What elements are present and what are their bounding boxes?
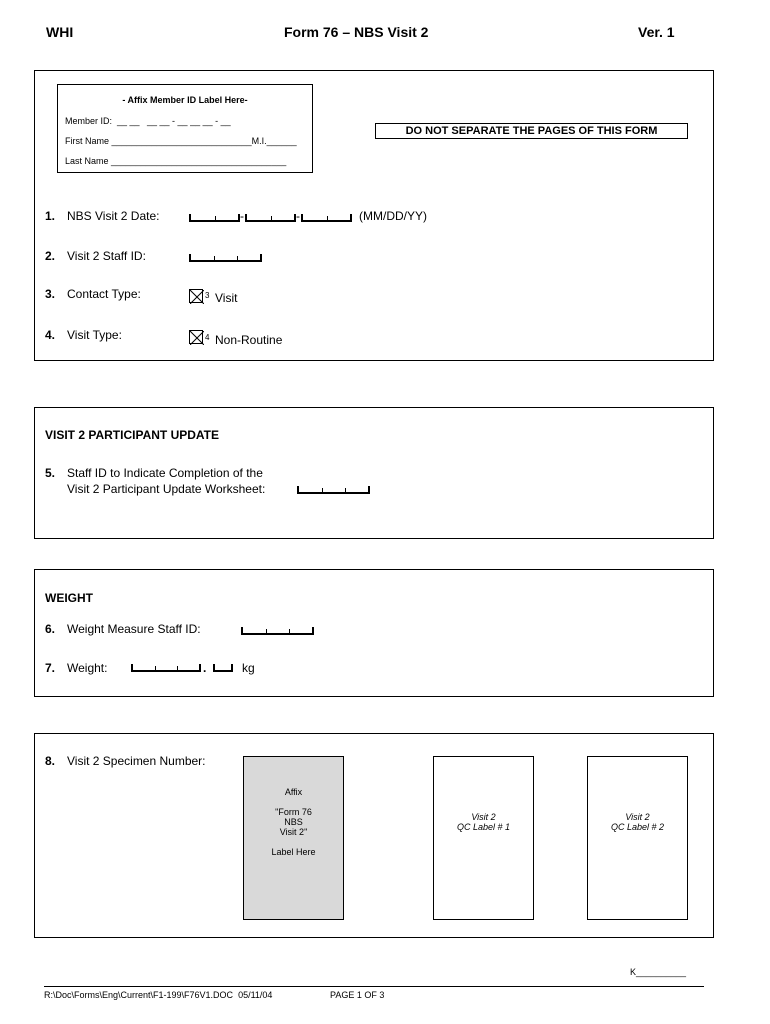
qc2-line1: Visit 2	[625, 812, 650, 822]
q8-label: Visit 2 Specimen Number:	[67, 754, 206, 768]
affix-line2: "Form 76	[275, 807, 312, 817]
form-title: Form 76 – NBS Visit 2	[284, 24, 429, 40]
q5-number: 5.	[45, 466, 56, 480]
qc1-line2: QC Label # 1	[456, 822, 511, 832]
form-version: Ver. 1	[638, 24, 675, 40]
q8-number: 8.	[45, 754, 56, 768]
first-name-line: First Name ____________________________M.I.______	[65, 136, 297, 146]
q6-number: 6.	[45, 622, 56, 636]
affix-line5: Label Here	[271, 847, 316, 857]
contact-type-checkbox[interactable]	[189, 289, 203, 303]
checked-x-icon	[190, 331, 204, 345]
footer-rule	[44, 986, 704, 987]
q4-row	[45, 328, 122, 342]
date-format-hint: (MM/DD/YY)	[359, 209, 427, 223]
q1-row	[45, 209, 159, 223]
qc-label-2-area	[587, 756, 688, 920]
affix-label-area	[243, 756, 344, 920]
q3-label: Contact Type:	[67, 287, 141, 301]
q5-label-line2: Visit 2 Participant Update Worksheet:	[67, 482, 266, 496]
q2-row	[45, 249, 146, 263]
do-not-separate-notice: DO NOT SEPARATE THE PAGES OF THIS FORM	[375, 123, 688, 139]
affix-line1: Affix	[284, 787, 303, 797]
checked-x-icon	[190, 290, 204, 304]
affix-line4: Visit 2"	[279, 827, 308, 837]
visit-type-option: Non-Routine	[215, 333, 283, 347]
staff-id-field[interactable]	[189, 254, 262, 262]
qc1-line1: Visit 2	[471, 812, 496, 822]
date-day-field[interactable]	[245, 214, 296, 222]
qc2-line2: QC Label # 2	[610, 822, 665, 832]
weight-title: WEIGHT	[45, 591, 93, 605]
update-staff-id-field[interactable]	[297, 486, 370, 494]
weight-section	[34, 569, 714, 697]
specimen-section	[34, 733, 714, 938]
weight-decimal-field[interactable]	[213, 664, 233, 672]
date-month-field[interactable]	[189, 214, 240, 222]
q1-number: 1.	[45, 209, 56, 223]
member-id-label-area	[57, 84, 313, 173]
member-id-line: Member ID: __ __ __ __ - __ __ __ - __	[65, 116, 231, 126]
q2-label: Visit 2 Staff ID:	[67, 249, 146, 263]
qc-label-1-area	[433, 756, 534, 920]
visit-type-checkbox[interactable]	[189, 330, 203, 344]
q3-row	[45, 287, 141, 301]
q2-number: 2.	[45, 249, 56, 263]
contact-type-code: 3	[205, 291, 210, 300]
id-label-title: - Affix Member ID Label Here-	[122, 95, 248, 105]
q3-number: 3.	[45, 287, 56, 301]
contact-type-option: Visit	[215, 291, 238, 305]
last-name-line: Last Name ___________________________________	[65, 156, 287, 166]
participant-update-title: VISIT 2 PARTICIPANT UPDATE	[45, 428, 220, 442]
q7-number: 7.	[45, 661, 56, 675]
page-number: PAGE 1 OF 3	[330, 990, 385, 1000]
q1-label: NBS Visit 2 Date:	[67, 209, 160, 223]
file-path: R:\Doc\Forms\Eng\Current\F1-199\F76V1.DOC 05/11/04	[44, 990, 273, 1000]
q4-label: Visit Type:	[67, 328, 122, 342]
weight-whole-field[interactable]	[131, 664, 201, 672]
visit-type-code: 4	[205, 333, 210, 342]
visit-info-section: - Affix Member ID Label Here- Member ID: __ __ __ __ - __ __ __ - __ First Name ____________________________M.I.______ Last Name ___________________________________ DO NOT SEPARATE THE PAGES OF THIS FORM 1. NBS Visit 2 Date: - - (MM/DD/YY) 2. Visit 2 Staff ID: 3. Contact Type: 3 Visit 4. Visit Type: 4 Non-Routine	[34, 70, 714, 361]
decimal-point: .	[203, 661, 207, 675]
date-year-field[interactable]	[301, 214, 352, 222]
q4-number: 4.	[45, 328, 56, 342]
q7-label: Weight:	[67, 661, 108, 675]
weight-unit: kg	[242, 661, 255, 675]
k-line: K__________	[630, 967, 687, 977]
q5-label-line1: Staff ID to Indicate Completion of the	[67, 466, 263, 480]
affix-line3: NBS	[284, 817, 303, 827]
q6-label: Weight Measure Staff ID:	[67, 622, 201, 636]
weight-staff-id-field[interactable]	[241, 627, 314, 635]
form-code: WHI	[46, 24, 74, 40]
participant-update-section	[34, 407, 714, 539]
